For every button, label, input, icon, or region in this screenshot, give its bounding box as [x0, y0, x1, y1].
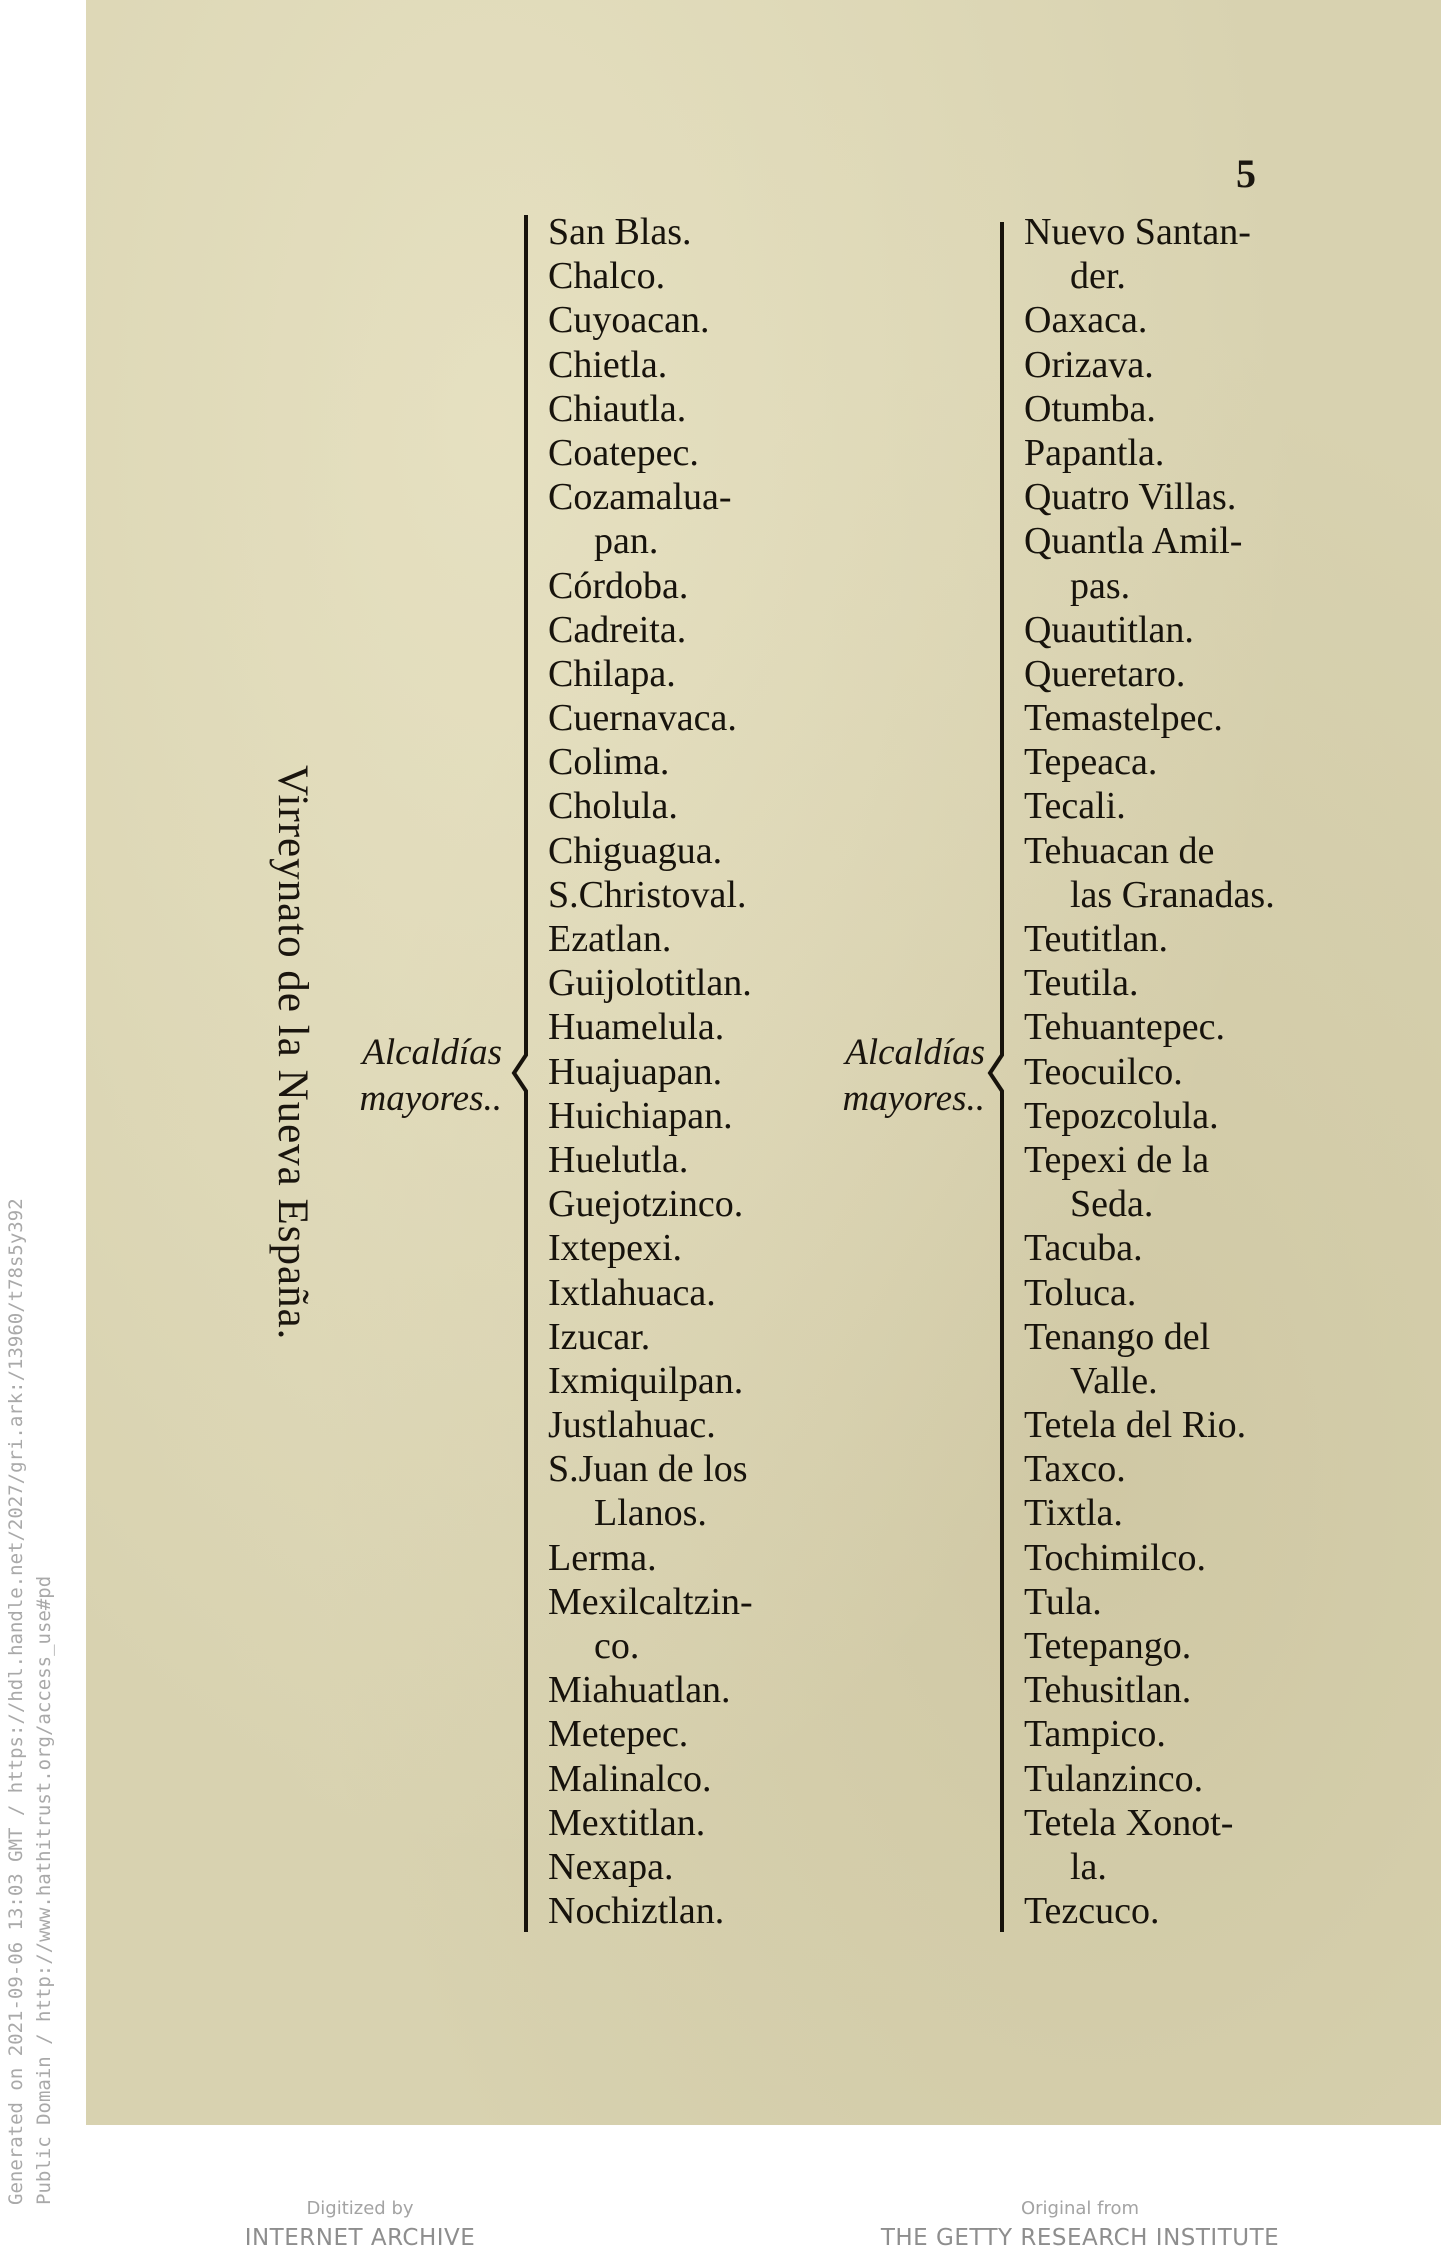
place-entry: Teutila. [1024, 962, 1139, 1005]
place-entry: Cuernavaca. [548, 697, 737, 740]
place-entry: las Granadas. [1070, 873, 1275, 916]
place-entry: Coatepec. [548, 431, 699, 474]
place-entry: Ixtlahuaca. [548, 1271, 716, 1314]
place-entry: Tehuacan de [1024, 829, 1215, 872]
left-column-list [548, 210, 788, 1933]
stamp-line-2: Public Domain / http://www.hathitrust.org/access_use#pd [33, 1575, 55, 2205]
place-entry: S.Juan de los [548, 1448, 748, 1491]
place-entry: Miahuatlan. [548, 1669, 731, 1712]
viceroyalty-title: Virreynato de la Nueva España. [269, 765, 316, 1341]
right-column-list [1024, 210, 1284, 1933]
place-entry: Tacuba. [1024, 1227, 1143, 1270]
place-entry: Lerma. [548, 1536, 657, 1579]
place-entry: Seda. [1070, 1183, 1154, 1226]
place-entry: Tula. [1024, 1580, 1102, 1623]
page-number: 5 [1236, 151, 1256, 196]
place-entry: Guejotzinco. [548, 1183, 744, 1226]
place-entry: pas. [1070, 564, 1131, 607]
place-entry: Colima. [548, 741, 670, 784]
alcaldias-label-left-line1: Alcaldías [362, 1032, 502, 1073]
place-entry: Nochiztlan. [548, 1890, 725, 1933]
place-entry: Tulanzinco. [1024, 1757, 1204, 1800]
place-entry: Ixtepexi. [548, 1227, 683, 1270]
place-entry: Huamelula. [548, 1006, 725, 1049]
footer-digitized-label: Digitized by [306, 2198, 414, 2219]
place-entry: Tetela del Rio. [1024, 1404, 1247, 1447]
place-entry: Justlahuac. [548, 1404, 716, 1447]
place-entry: Cuyoacan. [548, 299, 710, 342]
place-entry: Chilapa. [548, 652, 676, 695]
place-entry: Orizava. [1024, 343, 1154, 386]
place-entry: Chiguagua. [548, 829, 723, 872]
place-entry: Tixtla. [1024, 1492, 1123, 1535]
place-entry: Chietla. [548, 343, 668, 386]
place-entry: Cozamalua- [548, 476, 732, 519]
footer-original [870, 2198, 1290, 2251]
place-entry: Ezatlan. [548, 918, 672, 960]
place-entry: Otumba. [1024, 387, 1156, 430]
place-entry: Córdoba. [548, 564, 689, 607]
place-entry: Tetepango. [1024, 1625, 1192, 1667]
alcaldias-label-right-line1: Alcaldías [845, 1032, 985, 1073]
place-entry: Tehusitlan. [1024, 1669, 1192, 1712]
place-entry: Ixmiquilpan. [548, 1359, 744, 1402]
place-entry: Teocuilco. [1024, 1050, 1183, 1093]
left-brace [506, 215, 532, 1932]
place-entry: pan. [594, 520, 659, 563]
place-entry: Temastelpec. [1024, 697, 1223, 740]
place-entry: Quantla Amil- [1024, 520, 1243, 563]
place-entry: Tehuantepec. [1024, 1006, 1225, 1049]
place-entry: Valle. [1070, 1359, 1158, 1402]
place-entry: Chiautla. [548, 387, 687, 430]
place-entry: Cadreita. [548, 608, 687, 651]
place-entry: Tepozcolula. [1024, 1094, 1219, 1137]
place-entry: Huelutla. [548, 1138, 689, 1181]
place-entry: co. [594, 1625, 640, 1667]
place-entry: Quautitlan. [1024, 608, 1194, 651]
place-entry: Tecali. [1024, 785, 1126, 828]
place-entry: Huajuapan. [548, 1050, 723, 1093]
place-entry: Tenango del [1024, 1315, 1211, 1358]
place-entry: Izucar. [548, 1315, 651, 1358]
place-entry: Llanos. [594, 1492, 707, 1535]
place-entry: Malinalco. [548, 1757, 712, 1800]
footer-original-source: THE GETTY RESEARCH INSTITUTE [880, 2225, 1280, 2251]
right-brace [982, 222, 1008, 1932]
place-entry: Chalco. [548, 255, 666, 298]
footer-original-label: Original from [1020, 2198, 1140, 2219]
place-entry: Toluca. [1024, 1271, 1137, 1314]
place-entry: Tochimilco. [1024, 1536, 1207, 1579]
alcaldias-label-left-line2: mayores.. [359, 1078, 502, 1119]
place-entry: Mexilcaltzin- [548, 1580, 753, 1623]
place-entry: der. [1070, 255, 1126, 298]
hathitrust-stamp [2, 1198, 58, 2205]
place-entry: Oaxaca. [1024, 299, 1148, 342]
footer-digitized [230, 2198, 490, 2251]
place-entry: Tetela Xonot- [1024, 1801, 1234, 1844]
place-entry: Mextitlan. [548, 1801, 706, 1844]
place-entry: Papantla. [1024, 431, 1165, 474]
place-entry: Queretaro. [1024, 652, 1186, 695]
place-entry: Taxco. [1024, 1448, 1126, 1491]
place-entry: S.Christoval. [548, 873, 747, 916]
place-entry: Quatro Villas. [1024, 476, 1237, 519]
place-entry: Metepec. [548, 1713, 689, 1756]
place-entry: Guijolotitlan. [548, 962, 752, 1005]
place-entry: Huichiapan. [548, 1094, 733, 1137]
footer-digitized-source: INTERNET ARCHIVE [244, 2225, 476, 2251]
place-entry: Nexapa. [548, 1845, 674, 1888]
place-entry: Tampico. [1024, 1713, 1166, 1756]
place-entry: Tepeaca. [1024, 741, 1158, 784]
alcaldias-label-right [800, 1030, 985, 1122]
place-entry: Teutitlan. [1024, 918, 1169, 960]
place-entry: Cholula. [548, 785, 678, 828]
alcaldias-label-left [322, 1030, 502, 1122]
place-entry: Tepexi de la [1024, 1138, 1210, 1181]
place-entry: Nuevo Santan- [1024, 211, 1251, 253]
place-entry: San Blas. [548, 211, 692, 253]
place-entry: Tezcuco. [1024, 1890, 1160, 1933]
alcaldias-label-right-line2: mayores.. [842, 1078, 985, 1119]
stamp-line-1: Generated on 2021-09-06 13:03 GMT / https://hdl.handle.net/2027/gri.ark:/13960/t78s5y392 [5, 1198, 27, 2205]
place-entry: la. [1070, 1845, 1107, 1888]
